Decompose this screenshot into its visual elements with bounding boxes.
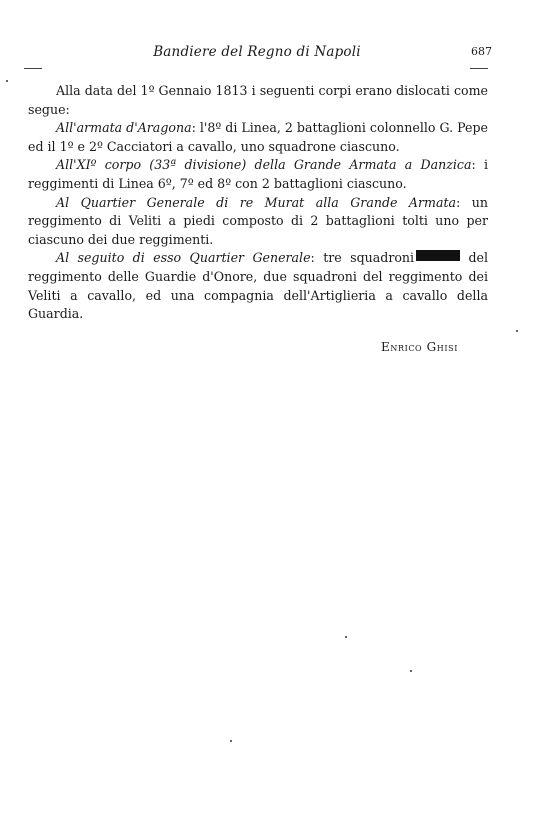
paragraph-3-body: : i reggimenti di Linea 6º, 7º ed 8º con 2 battaglioni ciascuno. bbox=[28, 157, 488, 191]
paragraph-4 bbox=[28, 194, 488, 250]
redaction-mark bbox=[416, 250, 460, 261]
paragraph-5 bbox=[28, 249, 488, 323]
paragraph-3 bbox=[28, 156, 488, 193]
body-text bbox=[28, 82, 488, 324]
author-signature: Enrico Ghisi bbox=[380, 340, 458, 354]
scan-speck bbox=[516, 330, 518, 332]
scan-speck bbox=[230, 740, 232, 742]
paragraph-5-lead: Al seguito di esso Quartier Generale bbox=[56, 250, 311, 266]
paragraph-5-body-a: : tre squadroni bbox=[310, 250, 415, 266]
paragraph-1 bbox=[28, 82, 488, 119]
paragraph-2-body: : l'8º di Linea, 2 battaglioni colonnello G. Pepe ed il 1º e 2º Cacciatori a cavallo, uno squadrone ciascuno. bbox=[28, 120, 488, 154]
paragraph-1-text: Alla data del 1º Gennaio 1813 i seguenti corpi erano dislocati come segue: bbox=[28, 83, 488, 117]
paragraph-3-lead: All'XIº corpo (33ª divisione) della Grande Armata a Danzica bbox=[56, 157, 472, 173]
paragraph-2-lead: All'armata d'Aragona bbox=[56, 120, 192, 136]
header-rule-left bbox=[24, 68, 42, 69]
paragraph-5-body-b: del reggimento delle Guardie d'Onore, due squadroni del reggimento dei Veliti a cavallo, ed una compagnia dell'Artiglieria a cavallo della Guardia. bbox=[28, 250, 489, 322]
paragraph-2 bbox=[28, 119, 488, 156]
paragraph-4-lead: Al Quartier Generale di re Murat alla Grande Armata bbox=[56, 194, 457, 210]
running-header bbox=[24, 44, 490, 66]
paragraph-4-body: : un reggimento di Veliti a piedi composto di 2 battaglioni tolti uno per ciascuno dei due reggimenti. bbox=[28, 194, 488, 247]
scan-speck bbox=[345, 636, 347, 638]
header-rule-right bbox=[470, 68, 488, 69]
scan-speck bbox=[6, 80, 8, 82]
page-number: 687 bbox=[471, 45, 492, 58]
scan-speck bbox=[410, 670, 412, 672]
header-title: Bandiere del Regno di Napoli bbox=[153, 44, 361, 60]
